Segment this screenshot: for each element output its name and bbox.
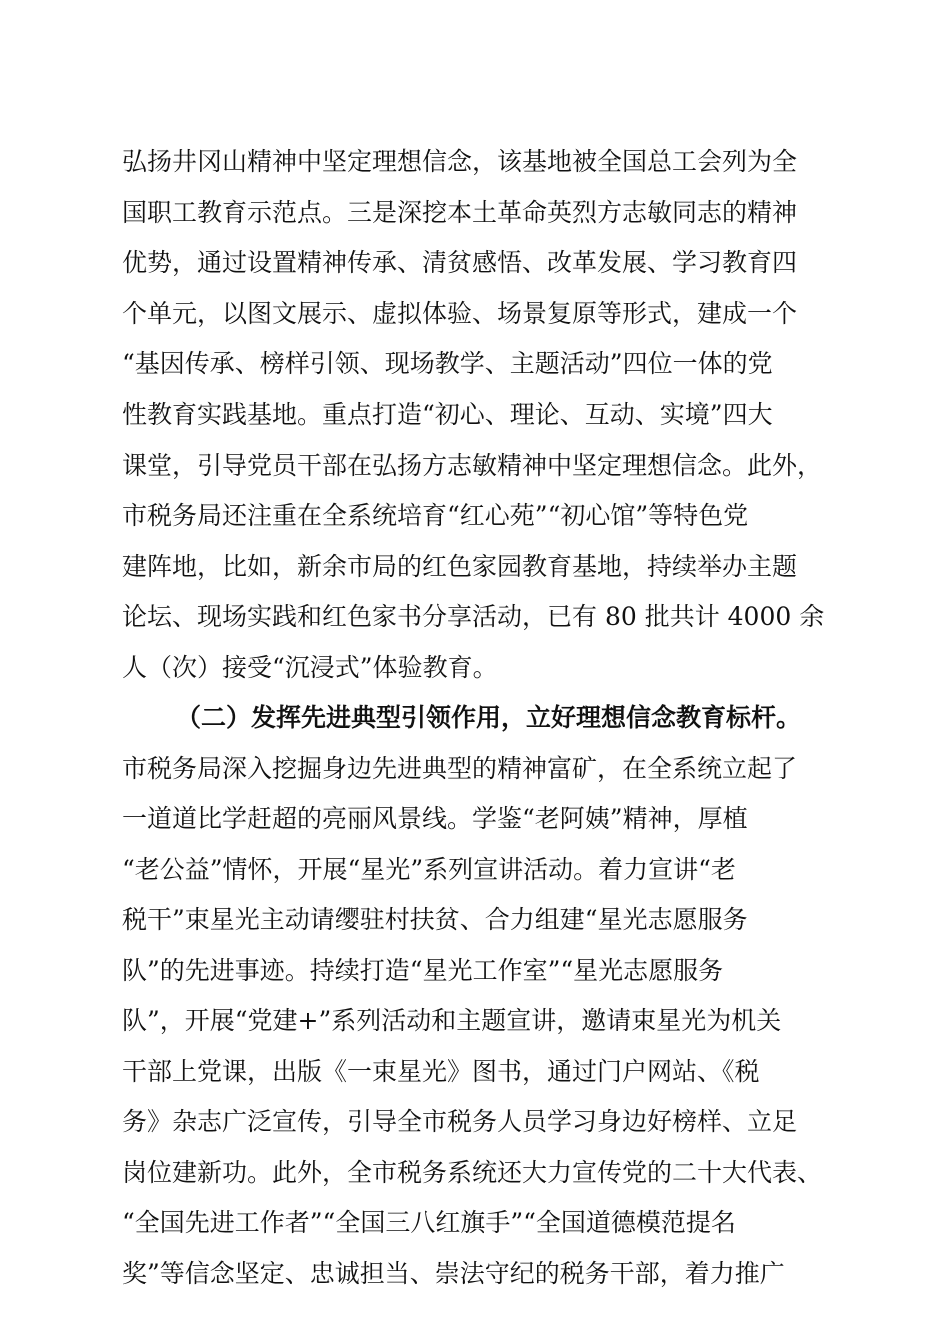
body-line: 市税务局还注重在全系统培育“红心苑”“初心馆”等特色党 [122, 501, 749, 530]
body-line: “基因传承、榜样引领、现场教学、主题活动”四位一体的党 [122, 349, 773, 378]
body-line: 队”，开展“党建+”系列活动和主题宣讲，邀请束星光为机关 [122, 1006, 782, 1035]
body-line: 优势，通过设置精神传承、清贫感悟、改革发展、学习教育四 [122, 248, 798, 277]
body-line: 干部上党课，出版《一束星光》图书，通过门户网站、《税 [122, 1057, 760, 1086]
body-line: 一道道比学赶超的亮丽风景线。学鉴“老阿姨”精神，厚植 [122, 804, 748, 833]
body-line: 人（次）接受“沉浸式”体验教育。 [122, 653, 498, 682]
section-heading: （二）发挥先进典型引领作用，立好理想信念教育标杆。 [176, 703, 802, 732]
body-line: “全国先进工作者”“全国三八红旗手”“全国道德模范提名 [122, 1208, 736, 1237]
body-line: 论坛、现场实践和红色家书分享活动，已有 80 批共计 4000 余 [122, 602, 825, 631]
body-line: 队”的先进事迹。持续打造“星光工作室”“星光志愿服务 [122, 956, 724, 985]
body-line: 国职工教育示范点。三是深挖本土革命英烈方志敏同志的精神 [122, 198, 798, 227]
body-line: 性教育实践基地。重点打造“初心、理论、互动、实境”四大 [122, 400, 773, 429]
body-line: 建阵地，比如，新余市局的红色家园教育基地，持续举办主题 [122, 552, 798, 581]
body-line: 课堂，引导党员干部在弘扬方志敏精神中坚定理想信念。此外， [122, 451, 823, 480]
body-line: 市税务局深入挖掘身边先进典型的精神富矿，在全系统立起了 [122, 754, 798, 783]
body-line: 个单元，以图文展示、虚拟体验、场景复原等形式，建成一个 [122, 299, 798, 328]
body-line: 务》杂志广泛宣传，引导全市税务人员学习身边好榜样、立足 [122, 1107, 798, 1136]
body-line: 税干”束星光主动请缨驻村扶贫、合力组建“星光志愿服务 [122, 905, 748, 934]
body-line: 弘扬井冈山精神中坚定理想信念，该基地被全国总工会列为全 [122, 147, 798, 176]
body-line: 岗位建新功。此外，全市税务系统还大力宣传党的二十大代表、 [122, 1158, 823, 1187]
body-line: “老公益”情怀，开展“星光”系列宣讲活动。着力宣讲“老 [122, 855, 736, 884]
body-line: 奖”等信念坚定、忠诚担当、崇法守纪的税务干部，着力推广 [122, 1259, 785, 1288]
